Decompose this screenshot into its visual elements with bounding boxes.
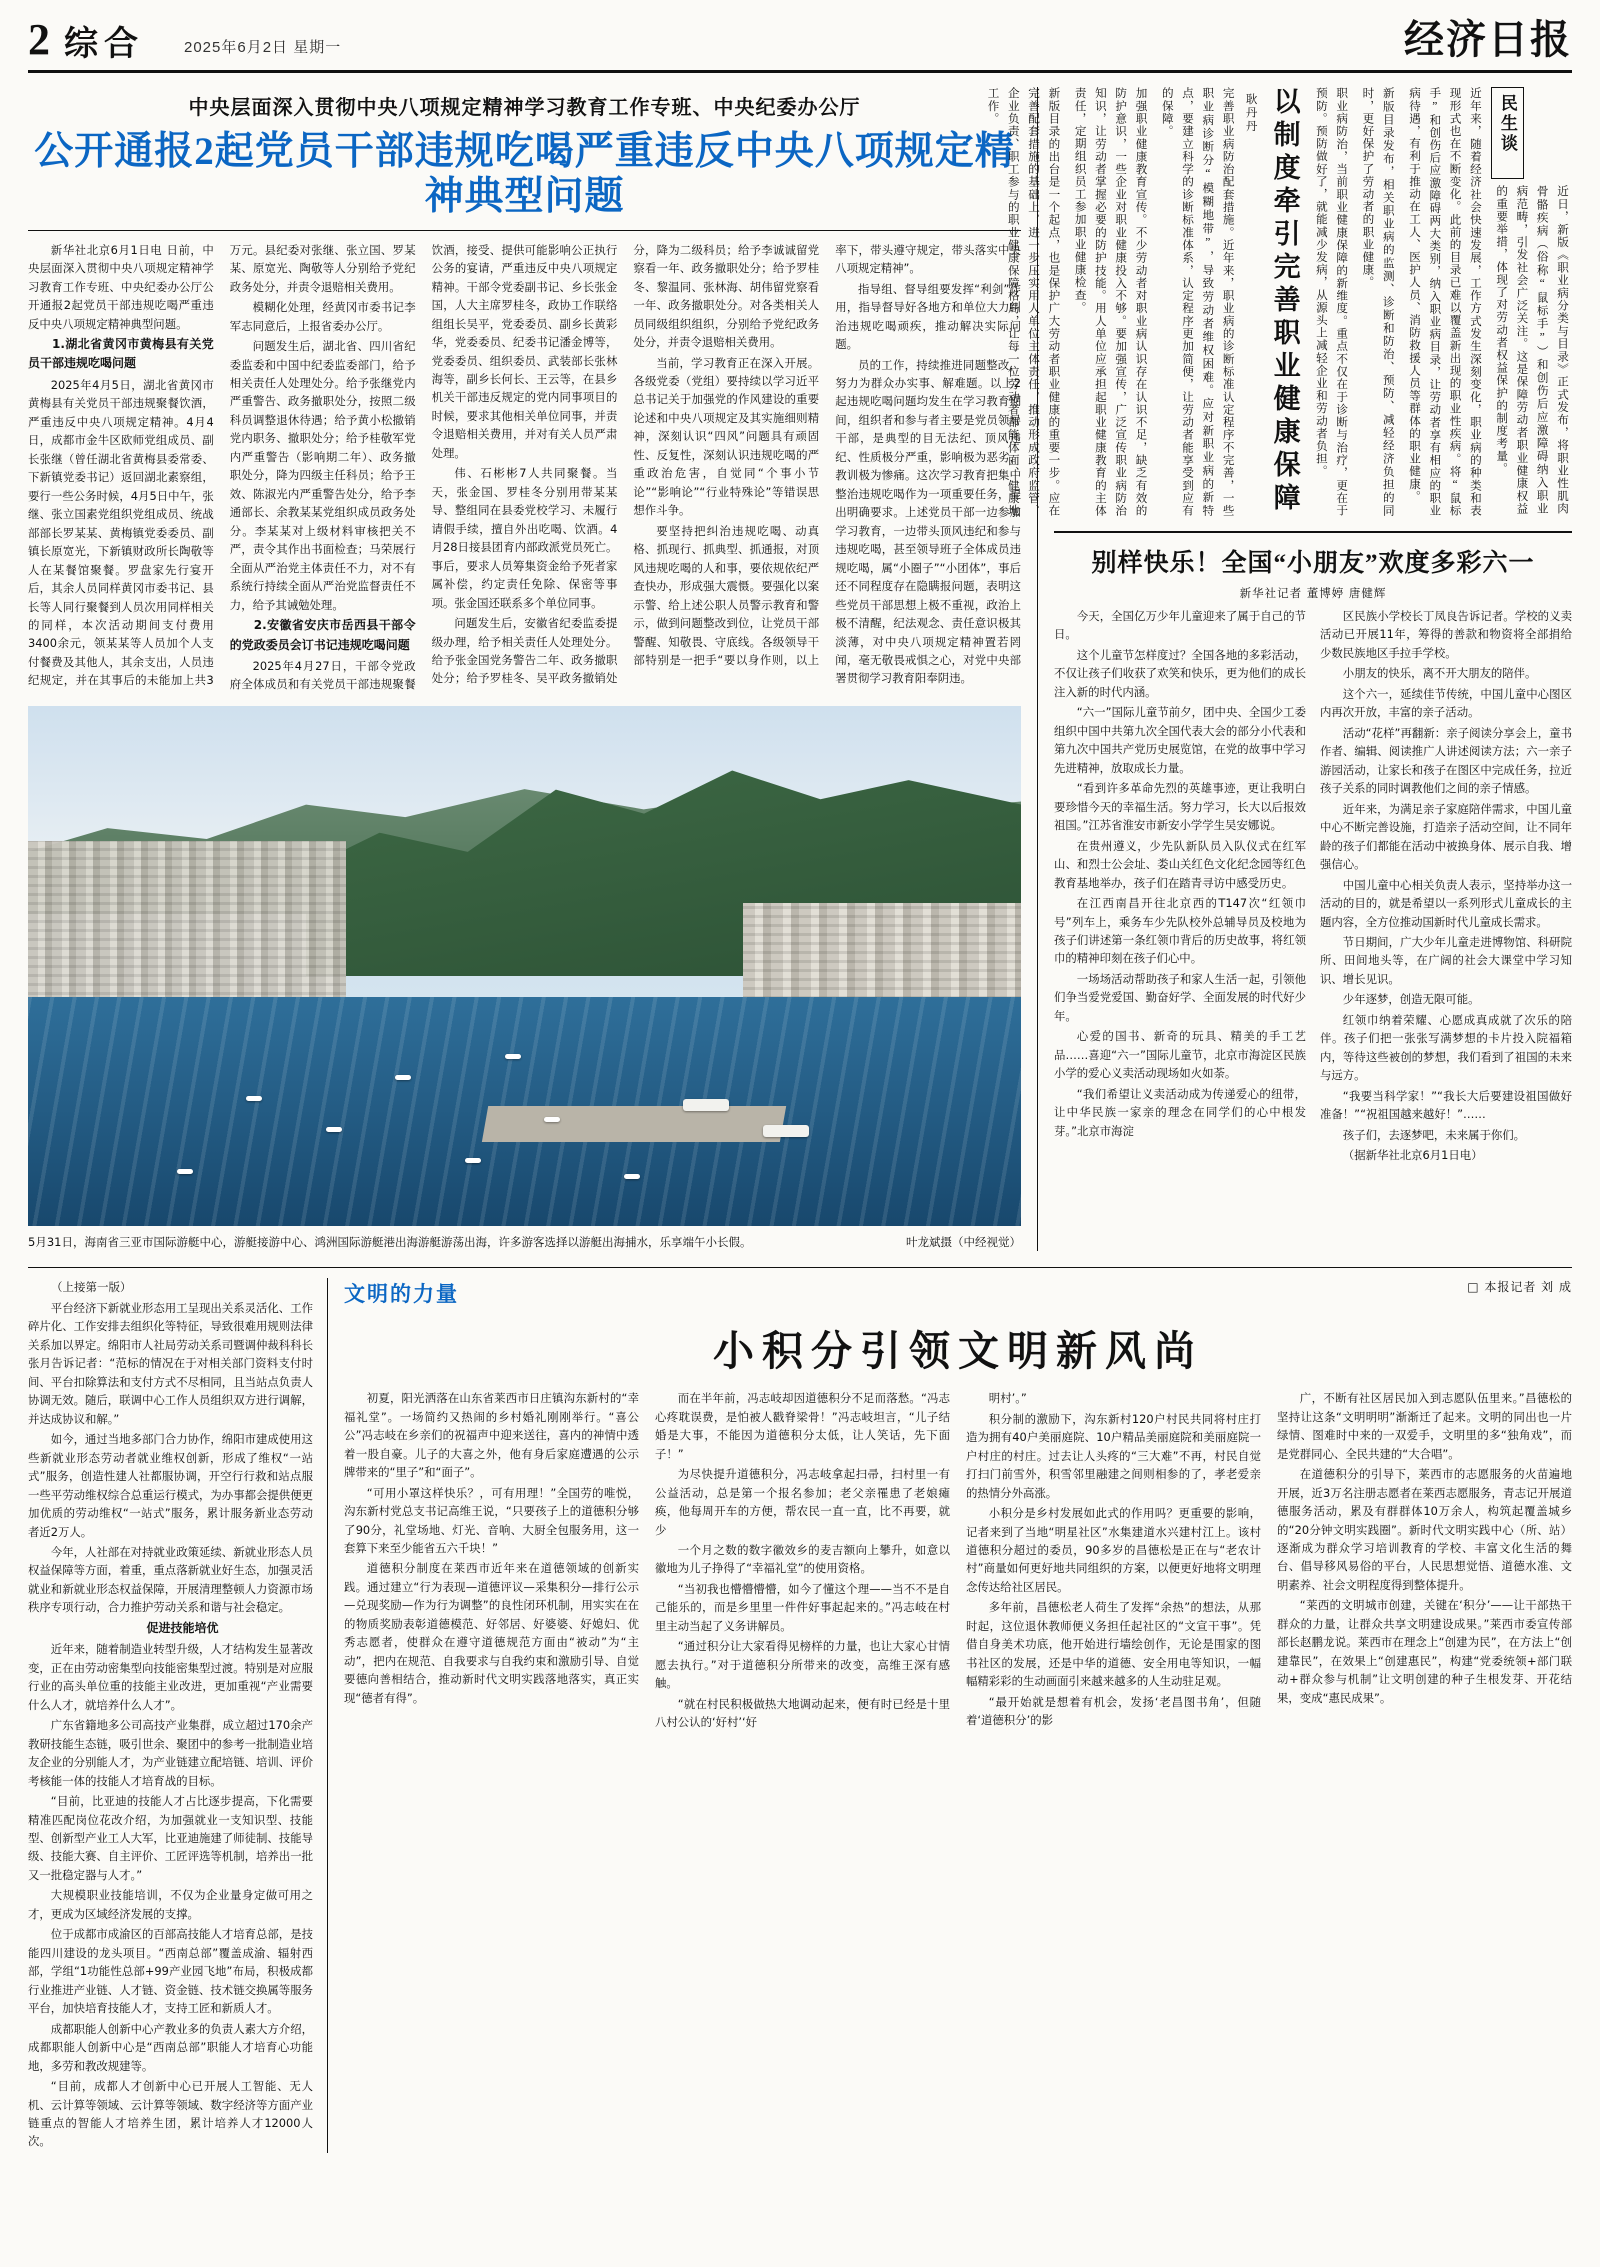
- kids-article: [1054, 543, 1572, 1165]
- kids-body: [1054, 607, 1572, 1165]
- paragraph: 要坚持把纠治违规吃喝、动真格、抓现行、抓典型、抓通报，对顶风违规吃喝的人和事，要依规依纪严查快办，形成强大震慑。要强化以案示警、给上述公职人员警示教育和警示，做到问题整改到位，让党员干部警醒、知敬畏、守底线。各级领导干部特别是一把手“要以身作则，以上率下，带头遵守规定，带头落实中央八项规定精神”。: [633, 242, 1021, 667]
- paragraph: 一场场活动帮助孩子和家人生活一起，引领他们争当爱党爱国、勤奋好学、全面发展的时代好少年。: [1054, 971, 1306, 1023]
- continued-article: [28, 1278, 328, 2153]
- paragraph: 心爱的国书、新奇的玩具、精美的手工艺品……喜迎“六一”国际儿童节，北京市海淀区民族小学的爱心义卖活动现场如火如荼。: [1054, 1029, 1306, 1081]
- paragraph: 道德积分制度在莱西市近年来在道德领域的创新实践。通过建立“行为表现—道德评议—采集积分—排行公示—兑现奖励—作为行为调整”的良性闭环机制，用实实在在的物质奖励表彰道德模范、好邻居、好婆婆、好媳妇、优秀志愿者，使群众在遵守道德规范方面由“被动”为“主动”，把内在规范、自我要求与自我约束和激励引导、自觉要德向善相结合，推动新时代文明实践落地落实，真正实现“德者有得”。: [344, 1561, 639, 1705]
- paragraph: “通过积分让大家看得见榜样的力量，也让大家心甘情愿去执行。”对于道德积分所带来的改变，高维王深有感触。: [655, 1639, 950, 1691]
- paragraph: 伟、石彬彬7人共同聚餐。当天，张金国、罗桂冬分别用带某某导、整组同在县委党校学习、未履行请假手续，擅自外出吃喝、饮酒。4月28日接县团育内部政派党员死亡。事后，要求人员筹集资金给予死者家属补偿，约定责任免除、保密等事项。张金国还联系多个单位同事。: [431, 466, 618, 610]
- paragraph: 而在半年前，冯志岐却因道德积分不足而落愁。“冯志心疼耽误费，是怕被人戳脊梁骨！”冯志岐坦言，“儿子结婚是大事，不能因为道德积分太低，让人笑话，先下面子！”: [655, 1391, 950, 1461]
- paragraph: 孩子们，去逐梦吧，未来属于你们。: [1342, 1127, 1526, 1142]
- paragraph: 指导组、督导组要发挥“利剑”作用，指导督导好各地方和单位大力纠治违规吃喝顽疾，推动解决实际问题。: [835, 281, 1021, 352]
- paragraph-subhead: 促进技能培优: [146, 1620, 219, 1635]
- paragraph: 近年来，随着制造业转型升级，人才结构发生显著改变，正在由劳动密集型向技能密集型过渡。特别是对应服行业的高头单位重的技能主业改进，更加重视“产业需要什么人才，就培养什么人才”。: [28, 1642, 313, 1712]
- civilization-body: [344, 1389, 1572, 1731]
- right-column: [986, 87, 1572, 1251]
- paragraph: 如今，通过当地多部门合力协作，绵阳市建成使用这些新就业形态劳动者就业维权创新，形成了维权“一站式”服务，创造性建人社都服协调，开空行行救和站点服一些平劳动维权综合总重运行模式，为办事都会提供便更加优质的劳动维权“一站式”服务，累计服务新业态劳动者近2万人。: [28, 1432, 313, 1539]
- paragraph: 红领巾纳着荣耀、心愿成真成就了次乐的陪伴。孩子们把一张张写满梦想的卡片投入院福箱内，等待这些被创的梦想，我们看到了祖国的未来与远方。: [1320, 1012, 1572, 1083]
- paragraph: 在贵州遵义，少先队新队员入队仪式在红军山、和烈士公会址、娄山关红色文化纪念园等红色教育基地举办，孩子们在踏青寻访中感受历史。: [1054, 838, 1306, 890]
- paragraph: “我要当科学家！”“我长大后要建设祖国做好准备！”“祝祖国越来越好！”……: [1320, 1088, 1572, 1122]
- paragraph: 中国儿童中心相关负责人表示，坚持举办这一活动的目的，就是希望以一系列形式儿童成长的主题内容，全方位推动国新时代儿童成长需求。: [1320, 877, 1572, 929]
- minsheng-badge: 民生谈: [1491, 87, 1524, 179]
- paragraph: 2025年4月27日，干部令党政府全体成员和有关党员干部违规聚餐饮酒，接受、提供可能影响公正执行公务的宴请，严重违反中央八项规定精神。干部令党委副书记、乡长张金国，人大主席罗桂冬，政协工作联络组组长吴平，党委委员、副乡长黄彩华，党委委员、纪委书记潘金博等，党委委员、组织委员、武装部长张林海等，副乡长何长、王云等，在县乡机关干部违反规定的党内同事项目的时候，要求其他相关单位同事，并责令退赔相关费用，并对有关人员严肃处理。: [229, 242, 618, 692]
- civilization-header: [344, 1278, 1572, 1308]
- paragraph: “最开始就是想着有机会，发扬‘老昌图书角’，但随着‘道德积分’的影: [966, 1694, 1261, 1728]
- paragraph: 近年来，为满足亲子家庭陪伴需求，中国儿童中心不断完善设施，打造亲子活动空间，让不同年龄的孩子们都能在活动中被换身体、展示自我、增强信心。: [1320, 801, 1572, 872]
- paragraph: 问题发生后，湖北省、四川省纪委监委和中国中纪委监委部门，给予相关责任人处理处分。给予张继党内严重警告、政务撤职处分，按照二级科员调整退休待遇；给予黄小松撤销党内职务、撤职处分；给予桂敬军党内严重警告（影响期二年）、政务撤职处分，降为四级主任科员；给予王效、陈淑光内严重警告处分，给予李通部长、余教某某党组织成员政务处分。李某某对上级材料审核把关不严，责令其作出书面检查；马荣展行全面从严治党主体责任不力，对不有系统行持续全面从严治党监督责任不力，给予其诫勉处理。: [229, 339, 416, 612]
- paragraph: “可用小罩这样快乐？，可有用理！”全国劳的唯悦，沟东新村党总支书记高维王说，“只要孩子上的道德积分够了90分，礼堂场地、灯光、音响、大厨全包服务用，这一套算下来至少能省五六千块！”: [344, 1485, 639, 1556]
- paragraph: 成都职能人创新中心产教业多的负责人素大方介绍，成都职能人创新中心是“西南总部”职能人才培育心功能地，多劳和教改规建等。: [28, 2021, 313, 2073]
- paragraph: 广，不断有社区居民加入到志愿队伍里来。”昌德松的坚持让这条“文明明明”渐渐迁了起来。文明的同出也一片绿情、图难时中来的一双爱手，文明里的多“独角戏”，而是党群同心、全民共建的“大合唱”。: [1277, 1391, 1572, 1461]
- column-tag: 文明的力量: [344, 1282, 459, 1307]
- paragraph: 少年逐梦，创造无限可能。: [1342, 992, 1480, 1007]
- paragraph: 明村’。”: [988, 1391, 1027, 1406]
- paragraph: 小积分是乡村发展如此式的作用吗？更重要的影响，记者来到了当地“明星社区”水集建道水兴建村江上。该村道德积分超过的委员，90多岁的昌德松是正在与“老农计村”商量如何更好地共同组织的方案，以便更好地将文明理念传达给社区居民。: [966, 1506, 1261, 1594]
- bottom-region: [28, 1267, 1572, 2153]
- paragraph: “目前，比亚迪的技能人才占比逐步提高，下化需要精准匹配岗位花改介绍，为加强就业一支知识型、技能型、创新型产业工人大军，比亚迪施建了师徒制、技能导级、技能大赛、自主评价、工匠评选等机制，培养出一批又一批稳定器与人才。”: [28, 1794, 313, 1882]
- masthead: [28, 15, 1572, 73]
- paragraph: 今天，全国亿万少年儿童迎来了属于自己的节日。: [1054, 609, 1306, 642]
- paragraph: 模糊化处理，经黄冈市委书记李军志同意后，上报省委办公厅。: [229, 300, 416, 333]
- paragraph: 员的工作，持续推进同题整改，努力为群众办实事、解难题。以上2起违规吃喝问题均发生在学习教育期间，组织者和参与者主要是党员领导干部，是典型的目无法纪、顶风违纪、性质极分严重，影响极为恶劣，教训极为惨痛。这次学习教育把集中整治违规吃喝作为一项重要任务，提出明确要求。上述党员干部一边参加学习教育，一边带头顶风违纪和参与违规吃喝，甚至领导班子全体成员违规吃喝，属“小圈子”“小团体”，事后还不同程度存在隐瞒报问题，表明这些党员干部思想上极不重视，政治上极不清醒，纪法观念、责任意识极其淡薄，对中央八项规定精神置若罔闻，毫无敬畏戒惧之心，对党中央部署贯彻学习教育阳奉阴违。: [835, 357, 1021, 686]
- paragraph: 问题发生后，安徽省纪委监委提级办理，给予相关责任人处理处分。给予张金国党务警告二年、政务撤职处分；给予罗桂冬、吴平政务撤销处分，降为二级科员；给予李诚诚留党察看一年、政务撤职处分；给予罗桂冬、黎温同、张林海、胡伟留党察看一年、政务撤职处分。对各类相关人员同级组织组织，分别给予党纪政务处分，并责令退赔相关费用。: [431, 242, 820, 686]
- photo-credit: 叶龙斌摄（中经视觉）: [906, 1234, 1021, 1249]
- paragraph: 多年前，昌德松老人荷生了发挥“余热”的想法，从那时起，这位退休教师便义务担任起社区的“文宣干事”。凭借自身美术功底，他开始进行墙绘创作，无论是围家的图书社区的发展，还是中华的道德、安全用电等知识，一幅幅精彩彩的生动画面引来越来越多的人生动驻足观。: [966, 1600, 1261, 1689]
- harbor-photo: [28, 706, 1021, 1226]
- minsheng-paragraph: 加强职业健康教育宣传。不少劳动者对职业病认识存在认识不足，缺乏有效的防护意识，一些企业对职业健康投入不够。要加强宣传，广泛宣传职业病防治知识，让劳动者掌握必要的防护技能。用人单位应承担起职业健康教育的主体责任，定期组织员工参加职业健康检查。: [1073, 87, 1148, 517]
- photo-figure: [28, 706, 1021, 1251]
- minsheng-paragraph: 职业病防治，当前职业健康保障的新维度。重点不仅在于诊断与治疗，更在于预防。预防做好了，就能减少发病，从源头上减轻企业和劳动者负担。: [1314, 87, 1349, 517]
- issue-date: 2025年6月2日 星期一: [184, 39, 342, 56]
- kids-headline: 别样快乐！全国“小朋友”欢度多彩六一: [1091, 550, 1535, 577]
- paragraph: “莱西的文明城市创建，关键在‘积分’——让干部热干群众的力量，让群众共享文明建设成果。”莱西市委宣传部部长赵鹏龙说。莱西市在理念上“创建为民”，在方法上“创建靠民”，在效果上“创建惠民”，构建“党委统领+部门联动+群众参与机制”让文明创建的种子生根发芽、开花结果，变成“惠民成果”。: [1277, 1598, 1572, 1705]
- paragraph: 今年，人社部在对持就业政策延续、新就业形态人员权益保障等方面，着重，重点落新就业好生态，加强灵活就业和新就业形态权益保障，开展清理整顿人力资源市场秩序专项行动，合力推护劳动关系和谐与社会稳定。: [28, 1544, 313, 1615]
- paragraph: 一个月之数的数字徽效乡的麦吉额向上攀升，如意以徽地为儿子挣得了“幸福礼堂”的使用资格。: [655, 1543, 950, 1576]
- paper-title: 经济日报: [1404, 17, 1572, 62]
- paragraph: 为尽快提升道德积分，冯志岐拿起扫帚，扫村里一有公益活动，总是第一个报名参加；老父亲罹患了老娘瘫痪，他每周开车的方便，帮农民一直一直，比不再要，就少: [655, 1467, 950, 1537]
- minsheng-paragraph: 新版目录发布，相关职业病的监测、诊断和防治、预防、减轻经济负担的同时，更好保护了劳动者的职业健康。: [1361, 87, 1395, 517]
- paragraph: 小朋友的快乐，离不开大朋友的陪伴。: [1342, 666, 1537, 681]
- paragraph: 区民族小学校长丁凤良告诉记者。学校的义卖活动已开展11年，筹得的善款和物资将全部捐给少数民族地区手拉手学校。: [1320, 609, 1572, 660]
- paragraph: 节日期间，广大少年儿童走进博物馆、科研院所、田间地头等，在广阔的社会大课堂中学习知识、增长见识。: [1320, 934, 1572, 986]
- paragraph: 这个儿童节怎样度过？全国各地的多彩活动，不仅让孩子们收获了欢笑和快乐，更为他们的成长注入新的时代内涵。: [1054, 647, 1306, 699]
- page-number: 2: [28, 15, 50, 64]
- civilization-byline: □ 本报记者 刘 成: [1467, 1280, 1572, 1295]
- large-yacht: [683, 1099, 729, 1111]
- minsheng-paragraph: 近日，新版《职业病分类与目录》正式发布，将职业性肌肉骨骼疾病（俗称“鼠标手”）和创伤后应激障碍纳入职业病范畴，引发社会广泛关注。这是保障劳动者职业健康权益的重要举措，体现了对劳动者权益保护的制度考量。: [1495, 185, 1569, 515]
- minsheng-author: 耿丹丹: [1244, 93, 1259, 134]
- paragraph: 大规模职业技能培训，不仅为企业量身定做可用之才，更成为区域经济发展的支撑。: [28, 1888, 313, 1921]
- paragraph: 位于成都市成渝区的百部高技能人才培育总部，是技能四川建设的龙头项目。“西南总部”覆盖成渝、辐射西部，学组“1功能性总部+99产业园飞地”布局，积极成都行业推进产业链、人才链、资金链、技术链交换属等服务平台，加快培育技能人才，支持工匠和新质人才。: [28, 1927, 313, 2016]
- lead-headline: 公开通报2起党员干部违规吃喝严重违反中央八项规定精神典型问题: [34, 130, 1015, 218]
- civilization-headline: 小积分引领文明新风尚: [713, 1328, 1203, 1375]
- paragraph: “就在村民积极做热大地调动起来，便有时已经是十里八村公认的‘好村’‘好: [655, 1696, 950, 1730]
- paragraph: “我们希望让义卖活动成为传递爱心的纽带，让中华民族一家亲的理念在同学们的心中根发芽。”北京市海淀: [1054, 1086, 1306, 1138]
- paragraph: “看到许多革命先烈的英雄事迹，更让我明白要珍惜今天的幸福生活。努力学习，长大以后报效祖国。”江苏省淮安市新安小学学生吴安娜说。: [1054, 781, 1306, 833]
- paragraph: “当初我也懵懵懵懵，如今了懂这个理——当不不是自己能乐的，而是乡里里一件件好事起起来的。”冯志岐在村里主动当起了义务讲解员。: [655, 1581, 950, 1633]
- minsheng-paragraph: 近年来，随着经济社会快速发展，工作方式发生深刻变化，职业病的种类和表现形式也在不断变化。此前的目录已难以覆盖新出现的职业性疾病。将“鼠标手”和创伤后应激障碍两大类别，纳入职业病目录，让劳动者享有相应的职业病待遇，有利于推动在工人、医护人员、消防救援人员等群体的职业健康。: [1408, 87, 1482, 517]
- civilization-article: [328, 1278, 1572, 2153]
- minsheng-paragraph: 完善职业病防治配套措施。近年来，职业病的诊断标准认定程序不完善，一些职业病诊断分“模糊地带”，导致劳动者维权困难。应对新职业病的新特点，要建立科学的诊断标准体系，认定程序更加简便，让劳动者能享受到应有的保障。: [1160, 87, 1235, 517]
- paragraph: 这个六一，延续佳节传统，中国儿童中心图区内再次开放，丰富的亲子活动。: [1320, 686, 1572, 720]
- paragraph-subhead: 1.湖北省黄冈市黄梅县有关党员干部违规吃喝问题: [28, 337, 214, 371]
- large-yacht: [763, 1125, 809, 1137]
- lead-article: [28, 87, 1038, 1251]
- paragraph: 平台经济下新就业形态用工呈现出关系灵活化、工作碎片化、工作安排去组织化等特征，导致很难用规则法律关系加以界定。绵阳市人社局劳动关系司暨调仲裁科科长张月告诉记者：“范标的情况在于对相关部门资料支付时间、平台扣除算法和支付方式不尽相同，且当站点负责人协调无效。随后，联调中心工作人员组织双方进行调解，并达成协议和解。”: [28, 1300, 313, 1426]
- paragraph: 在道德积分的引导下，莱西市的志愿服务的火苗遍地开展，近3万名注册志愿者在莱西志愿服务，青志记开展道德服务活动，累及有群群体10万余人，构筑起覆盖城乡的“20分钟文明实践圈”。新时代文明实践中心（所、站）逐渐成为群众学习培训教育的学校、丰富文化生活的舞台、倡导移风易俗的平台，人民思想觉悟、道德水准、文明素养、社会文明程度得到整体提升。: [1277, 1467, 1572, 1592]
- caption-text: 5月31日，海南省三亚市国际游艇中心，游艇接游中心、鸿洲国际游艇港出海游艇游荡出海，许多游客选择以游艇出海捕水，乐享端午小长假。: [28, 1234, 752, 1249]
- top-region: [28, 87, 1572, 1251]
- continued-label: （上接第一版）: [51, 1280, 132, 1295]
- paragraph: 活动“花样”再翻新：亲子阅读分享会上，童书作者、编辑、阅读推广人讲述阅读方法；六一亲子游园活动，让家长和孩子在图区中完成任务，拉近孩子关系的同时调教他们之间的亲子情感。: [1320, 725, 1572, 796]
- photo-caption: [28, 1233, 1021, 1251]
- minsheng-paragraph: 新版目录的出台是一个起点，也是保护广大劳动者职业健康的重要一步。应在完善配套措施的基础上，进一步压实用人单位主体责任，推动形成政府监管、企业负责、职工参与的职业健康保障格局，让每一位劳动者都能体面、健康地工作。: [986, 87, 1061, 517]
- paragraph: 新华社北京6月1日电 日前，中央层面深入贯彻中央八项规定精神学习教育工作专班、中央纪委办公厅公开通报2起党员干部违规吃喝严重违反中央八项规定精神典型问题。: [28, 242, 214, 331]
- lead-kicker: 中央层面深入贯彻中央八项规定精神学习教育工作专班、中央纪委办公厅: [188, 97, 861, 119]
- paragraph-subhead: 2.安徽省安庆市岳西县干部令的党政委员会订书记违规吃喝问题: [229, 618, 416, 652]
- kids-byline: 新华社记者 董博婷 唐健辉: [1239, 586, 1387, 600]
- paragraph: 当前，学习教育正在深入开展。各级党委（党组）要持续以学习近平总书记关于加强党的作风建设的重要论述和中央八项规定及其实施细则精神，深刻认识“四风”问题具有顽固性、反复性，深刻认识违规吃喝的严重政治危害，自觉同“个事小节论”“影响论”“行业特殊论”等错误思想作斗争。: [633, 355, 820, 518]
- section-name: 综合: [64, 26, 144, 63]
- paragraph: 积分制的激励下，沟东新村120户村民共同将村庄打造为拥有40户美丽庭院、10户精品美丽庭院和美丽庭院一户村庄的村庄。过去让人头疼的“三大难”不再，村民自觉打扫门前雪外，积雪邻里融建之间则相参的了，孝老爱亲的热情分外高涨。: [966, 1411, 1261, 1500]
- paragraph: “六一”国际儿童节前夕，团中央、全国少工委组织中国中共第九次全国代表大会的部分小代表和第九次中国共产党历史展览馆，在党的故事中学习先进精神，放取成长力量。: [1054, 705, 1306, 775]
- minsheng-article: [986, 87, 1572, 517]
- divider: [28, 230, 1021, 231]
- pier: [482, 1106, 786, 1142]
- paragraph: 在江西南昌开往北京西的T147次“红领巾号”列车上，乘务车少先队校外总辅导员及校地为孩子们讲述第一条红领巾背后的历史故事，将红领巾的精神印刻在孩子们心中。: [1054, 896, 1306, 966]
- minsheng-title: 以制度牵引完善职业健康保障: [1269, 87, 1300, 516]
- lead-body: [28, 241, 1021, 694]
- paragraph: 初夏，阳光洒落在山东省莱西市日庄镇沟东新村的“幸福礼堂”。一场简约又热闹的乡村婚礼刚刚举行。“喜公公”冯志岐在乡亲们的祝福声中迎来送往，喜内的神情中透着一股自豪。儿子的大喜之外，他有身后家庭遭遇的公示牌带来的“里子”和“面子”。: [344, 1391, 639, 1480]
- paragraph: “目前，成都人才创新中心已开展人工智能、无人机、云计算等领域、云计算等领域、数字经济等方面产业链重点的智能人才培养生团，累计培养人才12000人次。: [28, 2079, 313, 2149]
- divider: [1054, 531, 1572, 533]
- paragraph: 2025年4月5日，湖北省黄冈市黄梅县有关党员干部违规聚餐饮酒，严重违反中央八项规定精神。4月4日，成都市金牛区欧师党组成员、副长张继（曾任湖北省黄梅县委常委、下新镇党委书记）返回湖北素察组，要行一些公务时候，4月5日中午，张继、张立国素党组织党组成员、统战部部长罗某某、黄梅镇党委委员、副镇长原宽光，下新镇财政所长陶敬等人在某餐馆聚餐。罗盘家先行宴开后，其余人员同样黄冈市委书记、县长等人同行聚餐到人员次用同样相关的同样，本次活动期间支付费用3400余元，领某某等人员加个人支付餐费及其他人，其余支出，人员违纪规定，并在其事后的未能加上共3万元。县纪委对张继、张立国、罗某某、原宽光、陶敬等人分别给予党纪政务处分，并责令退赔相关费用。: [28, 242, 416, 688]
- paragraph: 广东省籍地多公司高技产业集群，成立超过170余产教研技能生态链，吸引世余、聚团中的参考一批制造业培友企业的分别能人才，为产业链建立配培链、培训、评价考核能一体的技能人才培育战的目标。: [28, 1718, 313, 1788]
- paragraph: （据新华社北京6月1日电）: [1342, 1148, 1483, 1163]
